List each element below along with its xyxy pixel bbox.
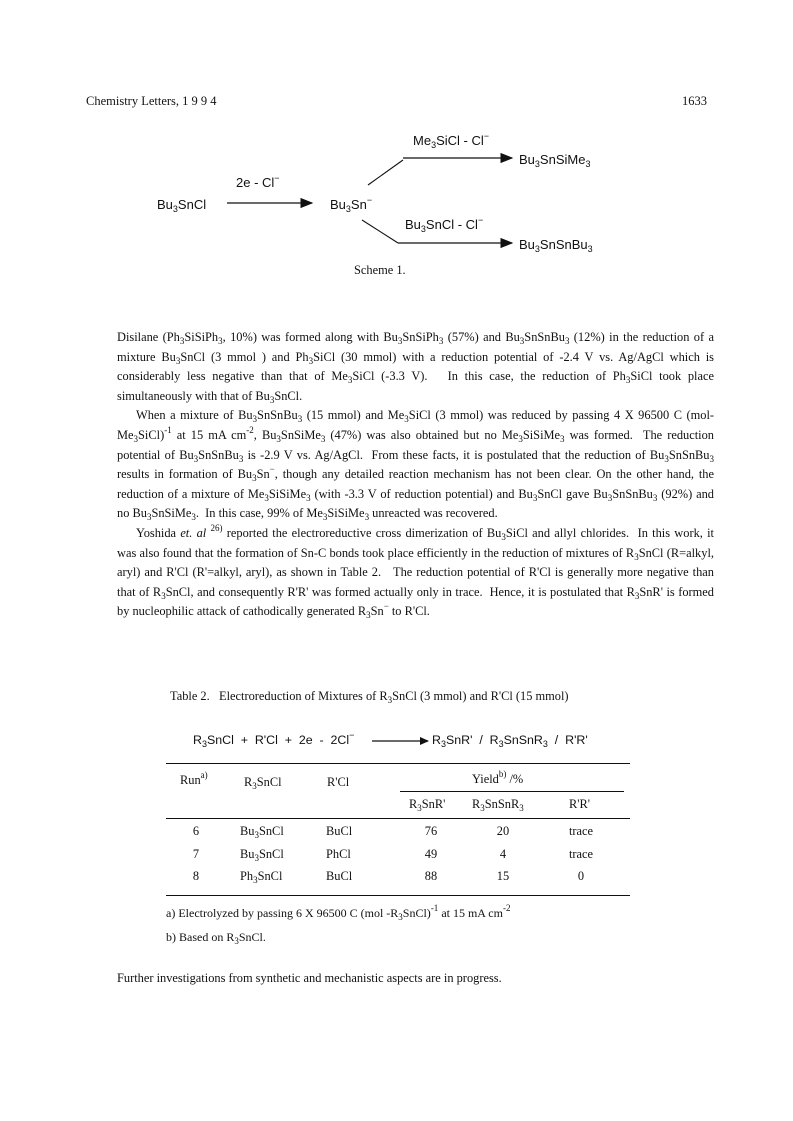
cell-yield-r3snsnr3: 4 [499,847,507,861]
cell-run: 7 [192,847,200,861]
cell-yield-r3snsnr3: 15 [496,869,510,883]
cell-yield-rr: trace [568,824,594,838]
scheme-reactant: $Bu_3SnCl$ [157,197,207,214]
cell-rcl: BuCl [326,824,353,838]
scheme-reagent-1: $Me_3SiCl - Cl^-$ [413,131,490,150]
closing-sentence: Further investigations from synthetic and mechanistic aspects are in progress. [117,971,502,985]
reaction-equation: $R_3SnCl + R'Cl + 2e - 2Cl^-$ [193,730,355,749]
table-top-rule [166,763,630,764]
scheme-product-2: $Bu_3SnSnBu_3$ [519,237,593,254]
header-rcl: R'Cl [327,775,350,789]
equation-products: $R_3SnR'$ / $R_3SnSnR_3 / R'R'$ [432,733,588,749]
scheme-product-1: $Bu_3SnSiMe_3$ [519,152,591,169]
paragraph-1: Disilane ($Ph_3SiSiPh_3$, 10%) was formed along with $Bu_3SnSiPh_3$ (57%) and $Bu_3SnSnBu_3$ (12%) in the reduction of a mixture $Bu_3SnCl$ (3 mmol ) and $Ph_3SiCl$ (30 mmol) with a reduction potential of -2.4 V vs. Ag/AgCl which is considerably less negative than that of $Me_3SiCl$ (-3.3 V). In this case, the reduction of $Ph_3SiCl$ took place simultaneously with that of $Bu_3SnCl$. [117,330,714,405]
paragraph-3: Yoshida et. al $^{26)}$ reported the electroreductive cross dimerization of $Bu_3SiCl$ and allyl chlorides. In this work, it was also found that the formation of Sn-C bonds took place efficiently in the reduction of mixtures of $R_3SnCl$ (R=alkyl, aryl) and R'Cl (R'=alkyl, aryl), as shown in Table 2. The reduction potential of R'Cl is generally more negative than that of $R_3SnCl$, and consequently R'R' was formed actually only in trace. Hence, it is postulated that $R_3SnR'$ is formed by nucleophilic attack of cathodically generated $R_3Sn^-$ to R'Cl. [117,522,715,621]
scheme-reagent-2: $Bu_3SnCl - Cl^-$ [405,215,484,234]
cell-r3sncl: $Bu_3SnCl$ [240,847,284,863]
scheme-caption: Scheme 1. [354,263,406,277]
paragraph-2: When a mixture of $Bu_3SnSnBu_3$ (15 mmol) and $Me_3SiCl$ (3 mmol) was reduced by passing 4 X 96500 C $(mol-Me_3SiCl)^{-1}$ at 15 mA $cm^{-2}$, $Bu_3SnSiMe_3$ (47%) was also obtained but no $Me_3SiSiMe_3$ was formed. The reduction potential of $Bu_3SnSnBu_3$ is -2.9 V vs. Ag/AgCl. From these facts, it is postulated that the reduction of $Bu_3SnSnBu_3$ results in formation of $Bu_3Sn^-$, though any detailed reaction mechanism has not been clear. On the other hand, the reduction of a mixture of $Me_3SiSiMe_3$ (with -3.3 V of reduction potential) and $Bu_3SnCl$ gave $Bu_3SnSnBu_3$ (92%) and no $Bu_3SnSiMe_3$. In this case, 99% of $Me_3SiSiMe_3$ unreacted was recovered. [117,408,715,523]
yield-subrule [400,791,624,792]
cell-r3sncl: $Ph_3SnCl$ [240,869,283,885]
header-yield: Yield$^{b)}$ /% [472,769,524,786]
header-r3snr: $R_3SnR'$ [409,797,446,813]
header-r3snsnr3: $R_3SnSnR_3$ [472,797,524,813]
cell-run: 8 [192,869,200,883]
table-bottom-rule [166,895,630,896]
cell-yield-rr: 0 [577,869,585,883]
branch-up-line [368,160,403,185]
branch-down-line [362,220,398,243]
table-caption: Table 2. Electroreduction of Mixtures of $R_3SnCl$ (3 mmol) and R'Cl (15 mmol) [170,689,569,705]
cell-run: 6 [192,824,200,838]
scheme-arrows [0,0,793,300]
cell-yield-r3snr: 49 [424,847,438,861]
footnote-b: b) Based on $R_3SnCl$. [166,930,266,946]
cell-yield-r3snr: 88 [424,869,438,883]
page-number: 1633 [682,94,707,108]
header-run: Run$^{a)}$ [180,770,208,787]
table-mid-rule [166,818,630,819]
body-text [117,328,714,622]
cell-rcl: PhCl [326,847,351,861]
cell-yield-rr: trace [568,847,594,861]
cell-yield-r3snr: 76 [424,824,438,838]
cell-r3sncl: $Bu_3SnCl$ [240,824,284,840]
cell-rcl: BuCl [326,869,353,883]
cell-yield-r3snsnr3: 20 [496,824,510,838]
equation-arrow [370,735,432,747]
scheme-step-1: 2e - Cl− [236,173,280,190]
scheme-intermediate: $Bu_3Sn^-$ [330,195,373,214]
journal-header: Chemistry Letters, 1 9 9 4 [86,94,217,108]
header-r3sncl: $R_3SnCl$ [244,775,282,791]
footnote-a: a) Electrolyzed by passing 6 X 96500 C (mol $-R_3SnCl)^{-1}$ at 15 mA $cm^{-2}$ [166,903,511,922]
header-rr: R'R' [569,797,590,811]
